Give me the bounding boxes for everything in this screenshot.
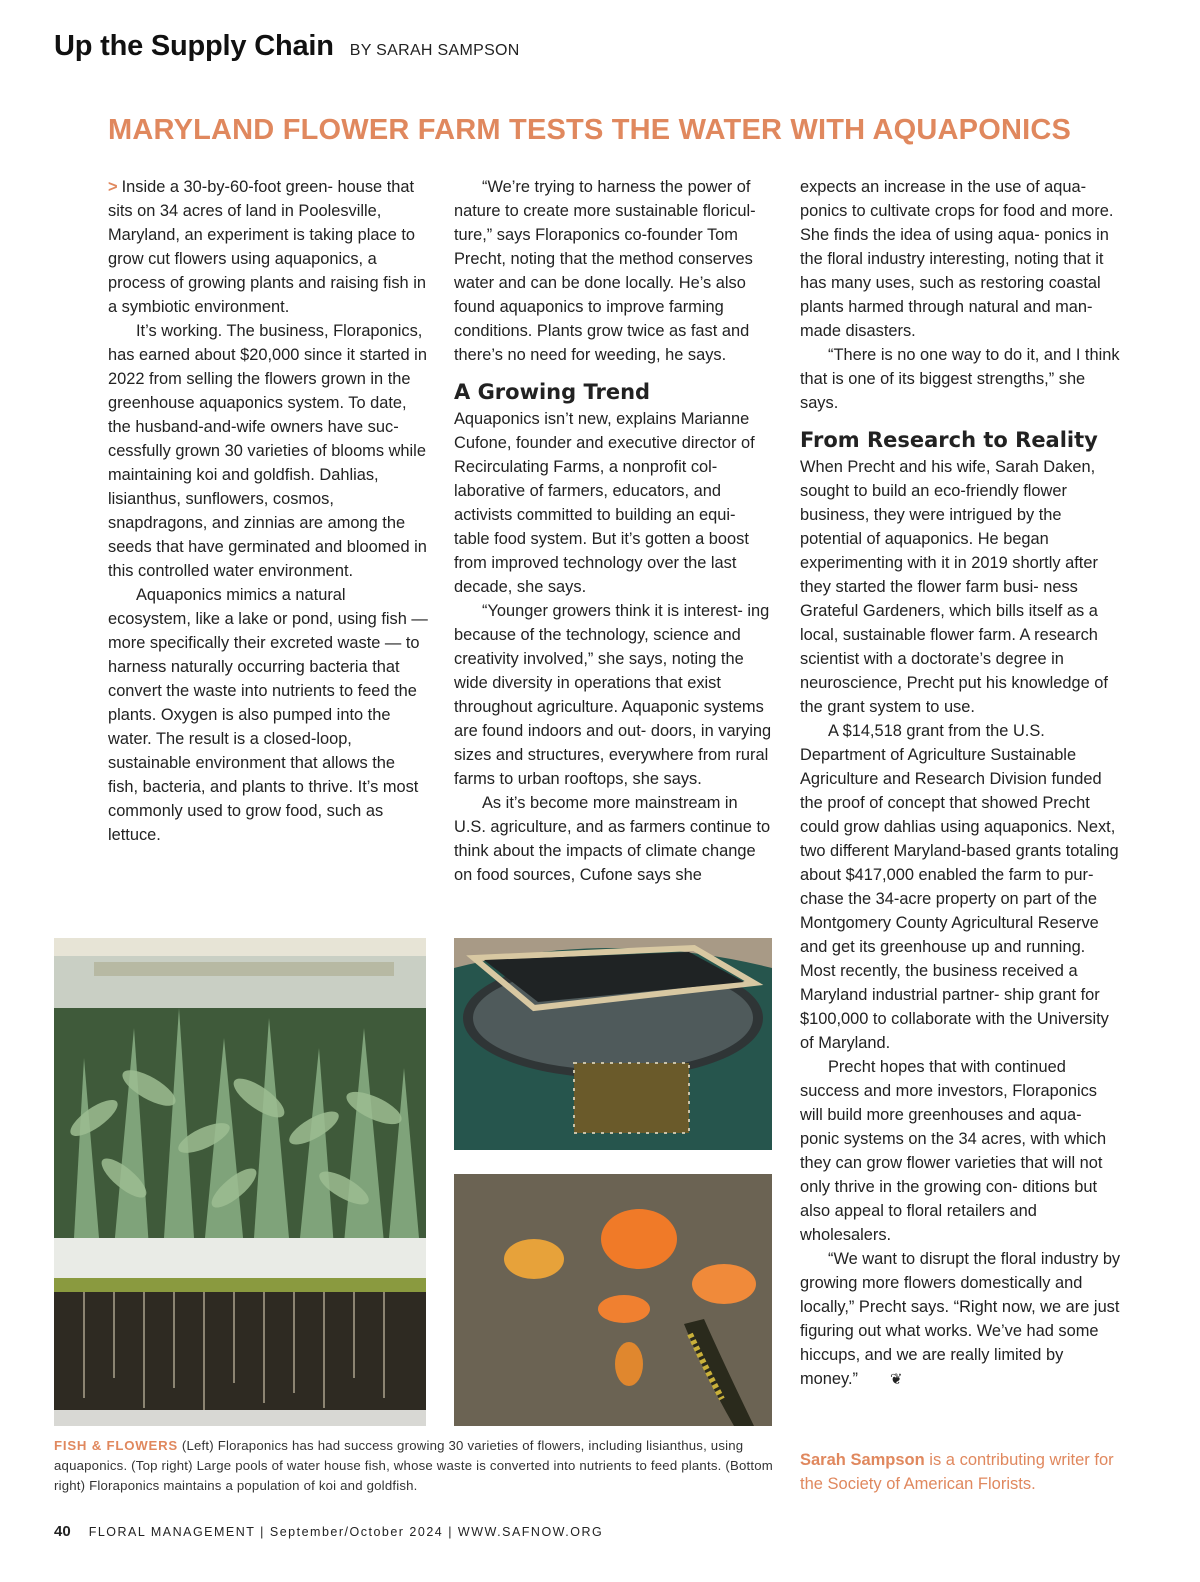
lisianthus-photo bbox=[54, 938, 426, 1426]
subheading: From Research to Reality bbox=[800, 428, 1098, 452]
paragraph: When Precht and his wife, Sarah Daken, sought to build an eco-friendly flower business, they were intrigued by the potential of aquaponics. He began experimenting with it in 2019 shortly after they started the flower farm busi- ness Grateful Gardeners, which bills itself as a local, sustainable flower farm. A research scientist with a doctorate’s degree in neuroscience, Precht put his knowledge of the grant system to use. bbox=[800, 458, 1108, 716]
paragraph: > Inside a 30-by-60-foot green- house that sits on 34 acres of land in Poolesville, Maryland, an experiment is taking place to grow cut flowers using aquaponics, a process of growing plants and raising fish in a symbiotic environment. bbox=[108, 178, 426, 316]
caption-label: FISH & FLOWERS bbox=[54, 1438, 179, 1453]
section-title: Up the Supply Chain bbox=[54, 30, 334, 62]
lead-arrow-icon: > bbox=[108, 178, 118, 196]
paragraph: A $14,518 grant from the U.S. Department of Agriculture Sustainable Agriculture and Research Division funded the proof of concept that showed Precht could grow dahlias using aquaponics. Next, two different Maryland-based grants totaling about $417,000 enabled the farm to pur- chase the 34-acre property on part of the Montgomery County Agricultural Reserve and get its greenhouse up and running. Most recently, the business received a Maryland industrial partner- ship grant for $100,000 to collaborate with the University of Maryland. bbox=[800, 722, 1119, 1052]
publication-info: FLORAL MANAGEMENT | September/October 2024 | WWW.SAFNOW.ORG bbox=[88, 1525, 604, 1539]
paragraph: Aquaponics mimics a natural ecosystem, like a lake or pond, using fish — more specifically their excreted waste — to harness naturally occurring bacteria that convert the waste into nutrients to feed the plants. Oxygen is also pumped into the water. The result is a closed-loop, sustainable environment that allows the fish, bacteria, and plants to thrive. It’s most commonly used to grow food, such as lettuce. bbox=[108, 586, 428, 844]
saf-endmark-icon: ❦ bbox=[890, 1371, 903, 1388]
author-bio bbox=[800, 1448, 1120, 1496]
article-column-2 bbox=[454, 175, 774, 887]
author-name: Sarah Sampson bbox=[800, 1451, 925, 1469]
paragraph: “We’re trying to harness the power of nature to create more sustainable floricul- ture,” says Floraponics co-founder Tom Precht, noting that the method conserves water and can be done locally. He’s also found aquaponics to improve farming conditions. Plants grow twice as fast and there’s no need for weeding, he says. bbox=[454, 178, 756, 364]
page-footer bbox=[54, 1523, 603, 1540]
paragraph: Aquaponics isn’t new, explains Marianne Cufone, founder and executive director of Recirculating Farms, a nonprofit col- laborative of farmers, educators, and activists committed to building an equi- table food system. But it’s gotten a boost from improved technology over the last decade, she says. bbox=[454, 410, 755, 596]
bio-text: is a contributing writer for the Society of American Florists. bbox=[800, 1451, 1114, 1493]
paragraph: As it’s become more mainstream in U.S. agriculture, and as farmers continue to think about the impacts of climate change on food sources, Cufone says she bbox=[454, 794, 771, 884]
fish-tank-photo bbox=[454, 938, 772, 1150]
caption-text: (Left) Floraponics has had success growing 30 varieties of flowers, including lisianthus, using aquaponics. (Top right) Large pools of water house fish, whose waste is converted into nutrients to feed plants. (Bottom right) Floraponics maintains a population of koi and goldfish. bbox=[54, 1438, 773, 1493]
photo-caption bbox=[54, 1436, 774, 1496]
article-column-1 bbox=[108, 175, 428, 847]
page-number: 40 bbox=[54, 1523, 71, 1540]
byline: BY SARAH SAMPSON bbox=[349, 42, 520, 59]
article-headline: MARYLAND FLOWER FARM TESTS THE WATER WITH AQUAPONICS bbox=[108, 114, 1072, 146]
paragraph: “Younger growers think it is interest- ing because of the technology, science and creativity involved,” she says, noting the wide diversity in operations that exist throughout agriculture. Aquaponic systems are found indoors and out- doors, in varying sizes and structures, everywhere from rural farms to urban rooftops, she says. bbox=[454, 602, 772, 788]
paragraph: It’s working. The business, Floraponics, has earned about $20,000 since it started in 2022 from selling the flowers grown in the greenhouse aquaponics system. To date, the husband-and-wife owners have suc- cessfully grown 30 varieties of blooms while maintaining koi and goldfish. Dahlias, lisianthus, sunflowers, cosmos, snapdragons, and zinnias are among the seeds that have germinated and bloomed in this controlled water environment. bbox=[108, 322, 427, 580]
paragraph: “We want to disrupt the floral industry by growing more flowers domestically and locally,” Precht says. “Right now, we are just figuring out what works. We’ve had some hiccups, and we are really limited by money.” ❦ bbox=[800, 1247, 1122, 1392]
koi-goldfish-photo bbox=[454, 1174, 772, 1426]
subheading: A Growing Trend bbox=[454, 380, 651, 404]
article-column-3 bbox=[800, 175, 1122, 1392]
section-header bbox=[54, 30, 520, 63]
paragraph: Precht hopes that with continued success and more investors, Floraponics will build more greenhouses and aqua- ponic systems on the 34 acres, with which they can grow flower varieties that will not only thrive in the growing con- ditions but also appeal to floral retailers and wholesalers. bbox=[800, 1058, 1107, 1244]
paragraph: “There is no one way to do it, and I think that is one of its biggest strengths,” she says. bbox=[800, 346, 1120, 412]
paragraph: expects an increase in the use of aqua- ponics to cultivate crops for food and more. She finds the idea of using aqua- ponics in the floral industry interesting, noting that it has many uses, such as restoring coastal plants harmed through natural and man-made disasters. bbox=[800, 178, 1114, 340]
